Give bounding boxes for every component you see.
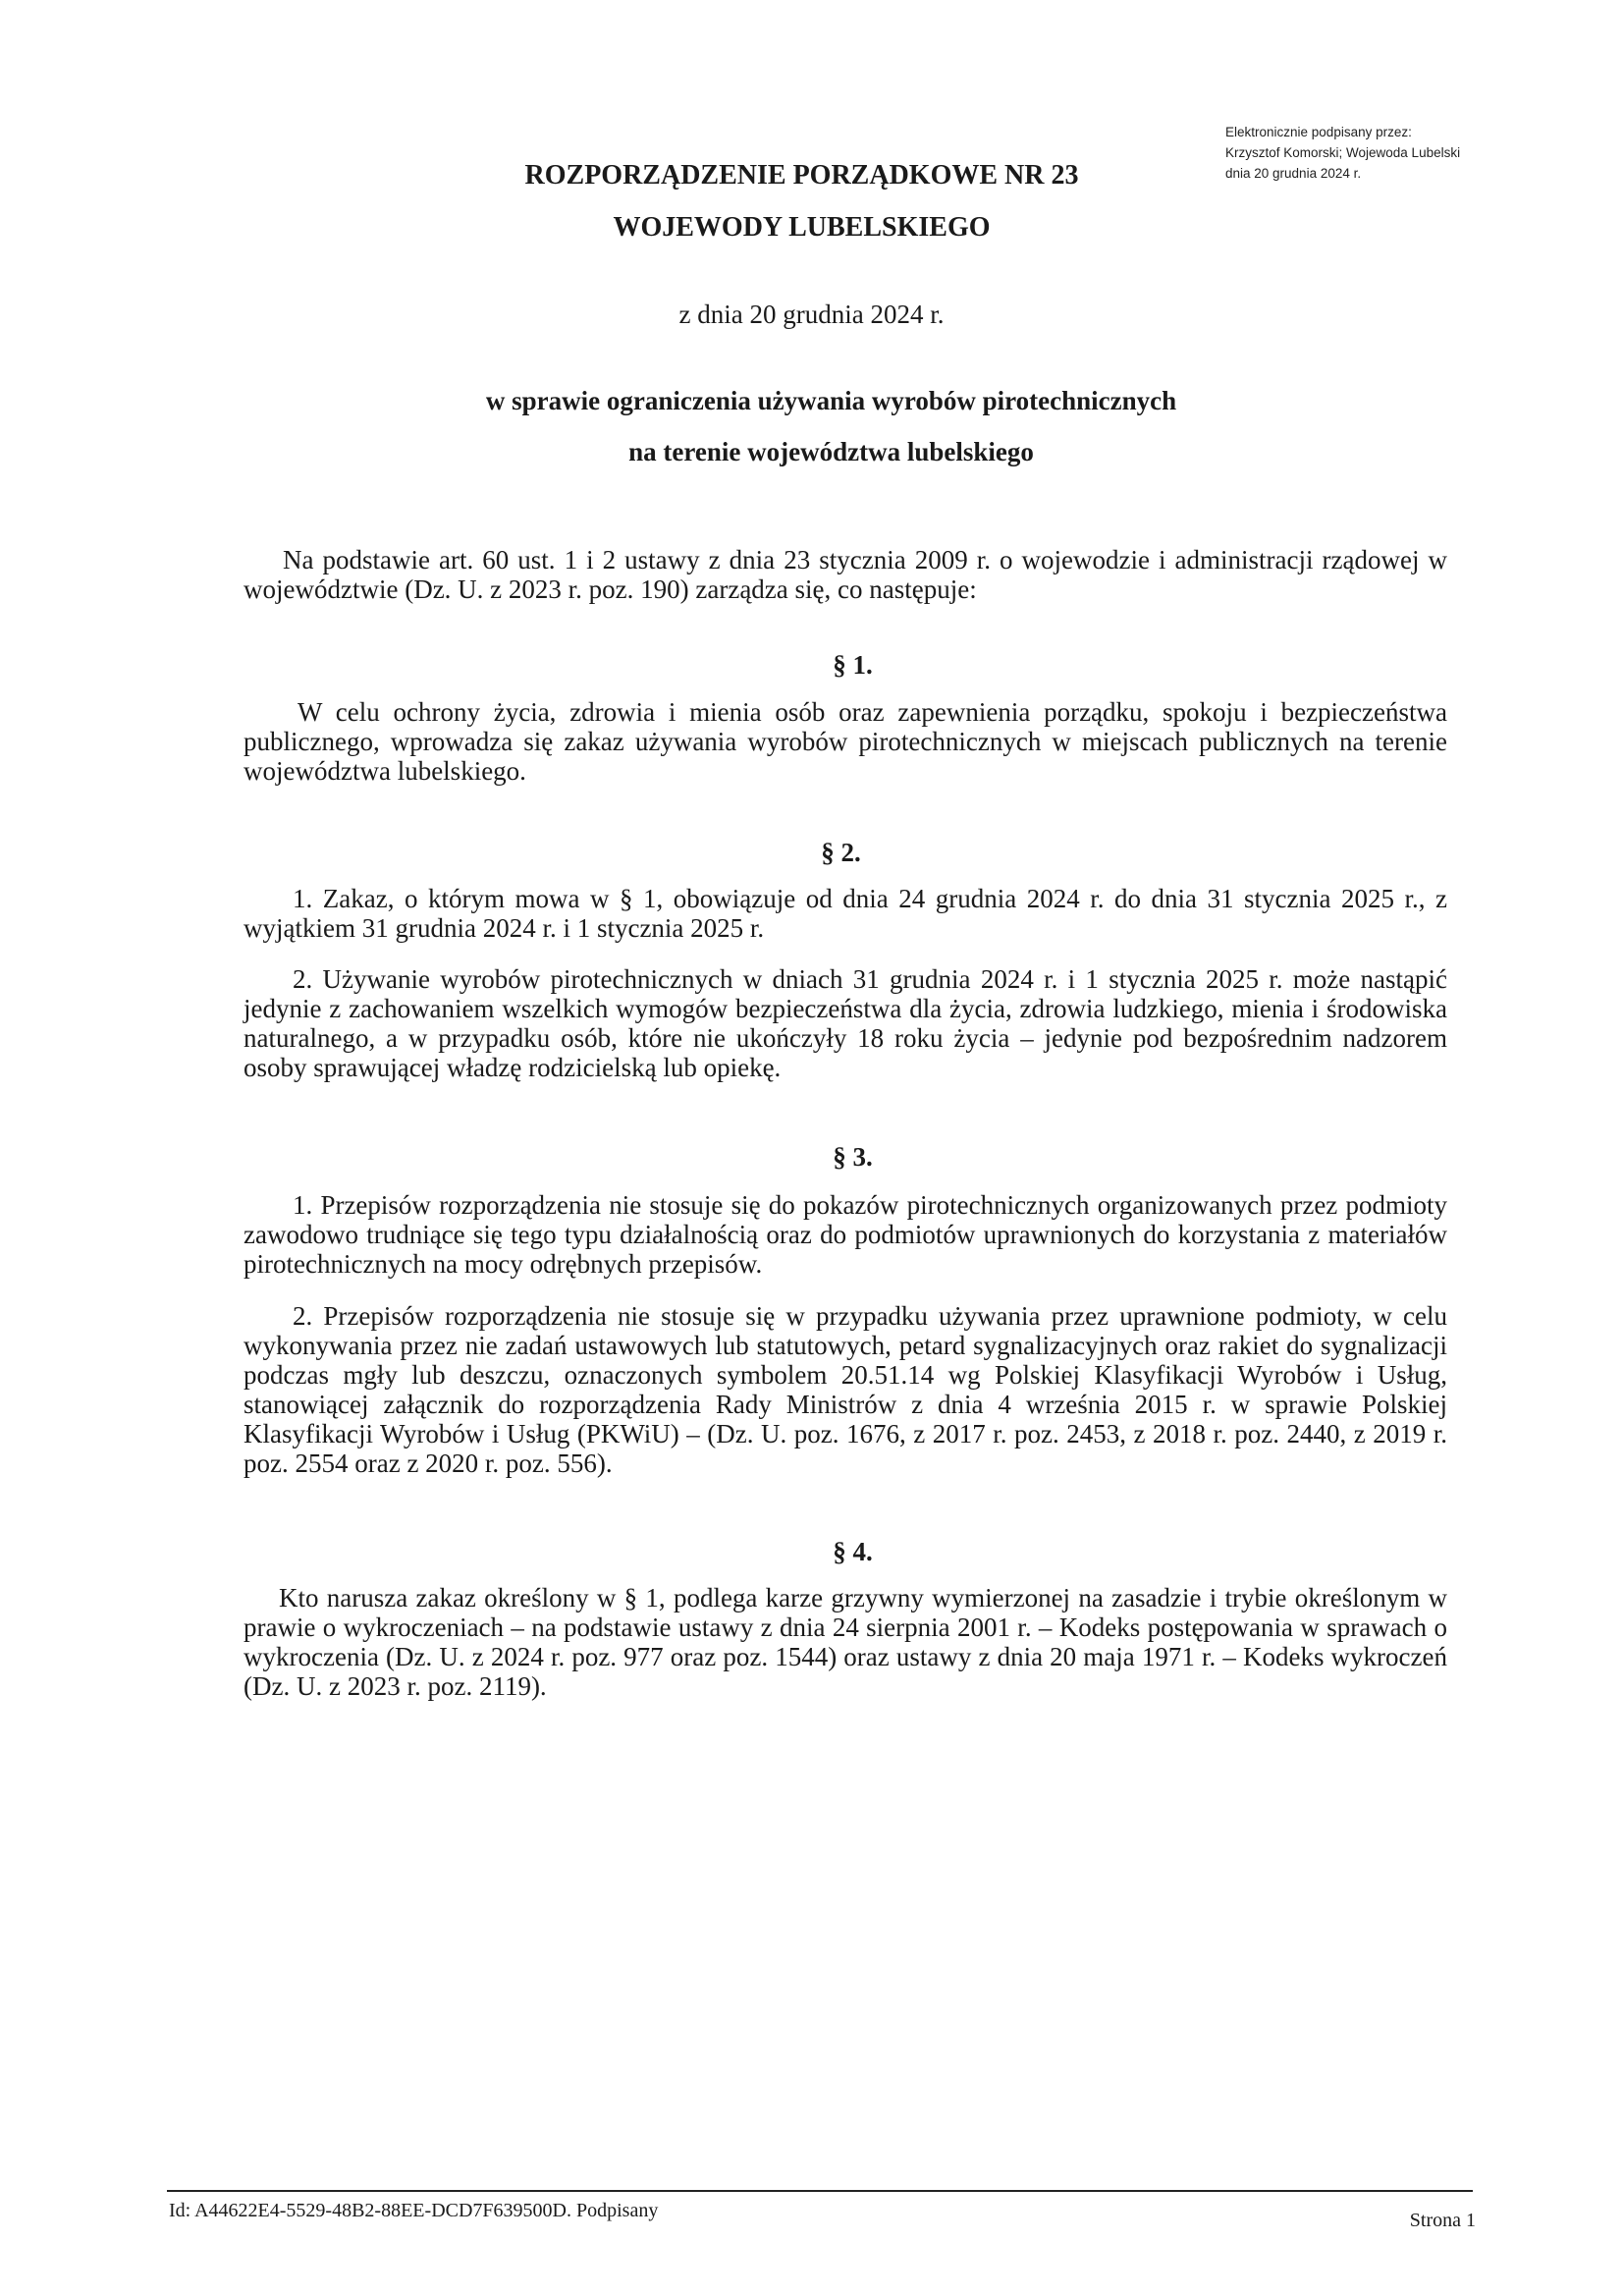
document-title: ROZPORZĄDZENIE PORZĄDKOWE NR 23: [524, 160, 1079, 191]
footer-document-id: Id: A44622E4-5529-48B2-88EE-DCD7F639500D. Podpisany: [169, 2200, 659, 2221]
document-subject-line-2: na terenie województwa lubelskiego: [628, 437, 1034, 466]
footer-divider: [167, 2190, 1473, 2192]
stamp-line-signer: Krzysztof Komorski; Wojewoda Lubelski: [1225, 145, 1461, 160]
document-date: z dnia 20 grudnia 2024 r.: [678, 300, 945, 329]
section-2-paragraph-1: 1. Zakaz, o którym mowa w § 1, obowiązuje od dnia 24 grudnia 2024 r. do dnia 31 stycznia 2025 r., z wyjątkiem 31 grudnia 2024 r. i 1 stycznia 2025 r.: [243, 884, 1447, 943]
document-issuer: WOJEWODY LUBELSKIEGO: [613, 212, 991, 243]
section-1-paragraph: W celu ochrony życia, zdrowia i mienia osób oraz zapewnienia porządku, spokoju i bezpieczeństwa publicznego, wprowadza się zakaz używania wyrobów pirotechnicznych w miejscach publicznych na terenie województwa lubelskiego.: [243, 697, 1447, 786]
stamp-line-signed-by: Elektronicznie podpisany przez:: [1225, 125, 1412, 139]
section-4-paragraph: Kto narusza zakaz określony w § 1, podlega karze grzywny wymierzonej na zasadzie i trybie określonym w prawie o wykroczeniach – na podstawie ustawy z dnia 24 sierpnia 2001 r. – Kodeks postępowania w sprawach o wykroczenia (Dz. U. z 2024 r. poz. 977 oraz poz. 1544) oraz ustawy z dnia 20 maja 1971 r. – Kodeks wykroczeń (Dz. U. z 2023 r. poz. 2119).: [243, 1583, 1447, 1701]
section-heading-4: § 4.: [833, 1537, 873, 1566]
stamp-line-date: dnia 20 grudnia 2024 r.: [1225, 166, 1362, 181]
section-2-paragraph-2: 2. Używanie wyrobów pirotechnicznych w dniach 31 grudnia 2024 r. i 1 stycznia 2025 r. może nastąpić jedynie z zachowaniem wszelkich wymogów bezpieczeństwa dla życia, zdrowia ludzkiego, mienia i środowiska naturalnego, a w przypadku osób, które nie ukończyły 18 roku życia – jedynie pod bezpośrednim nadzorem osoby sprawującej władzę rodzicielską lub opiekę.: [243, 964, 1447, 1082]
section-heading-2: § 2.: [821, 838, 861, 867]
preamble: Na podstawie art. 60 ust. 1 i 2 ustawy z dnia 23 stycznia 2009 r. o wojewodzie i administracji rządowej w województwie (Dz. U. z 2023 r. poz. 190) zarządza się, co następuje:: [243, 545, 1447, 604]
section-3-paragraph-1: 1. Przepisów rozporządzenia nie stosuje się do pokazów pirotechnicznych organizowanych przez podmioty zawodowo trudniące się tego typu działalnością oraz do podmiotów uprawnionych do korzystania z materiałów pirotechnicznych na mocy odrębnych przepisów.: [243, 1190, 1447, 1279]
section-3-paragraph-2: 2. Przepisów rozporządzenia nie stosuje się w przypadku używania przez uprawnione podmioty, w celu wykonywania przez nie zadań ustawowych lub statutowych, petard sygnalizacyjnych oraz rakiet do sygnalizacji podczas mgły lub deszczu, oznaczonych symbolem 20.51.14 wg Polskiej Klasyfikacji Wyrobów i Usług, stanowiącej załącznik do rozporządzenia Rady Ministrów z dnia 4 września 2015 r. w sprawie Polskiej Klasyfikacji Wyrobów i Usług (PKWiU) – (Dz. U. poz. 1676, z 2017 r. poz. 2453, z 2018 r. poz. 2440, z 2019 r. poz. 2554 oraz z 2020 r. poz. 556).: [243, 1301, 1447, 1478]
document-subject-line-1: w sprawie ograniczenia używania wyrobów pirotechnicznych: [485, 386, 1177, 415]
section-heading-1: § 1.: [833, 650, 873, 680]
section-heading-3: § 3.: [833, 1142, 873, 1172]
footer-page-number: Strona 1: [1409, 2210, 1476, 2231]
